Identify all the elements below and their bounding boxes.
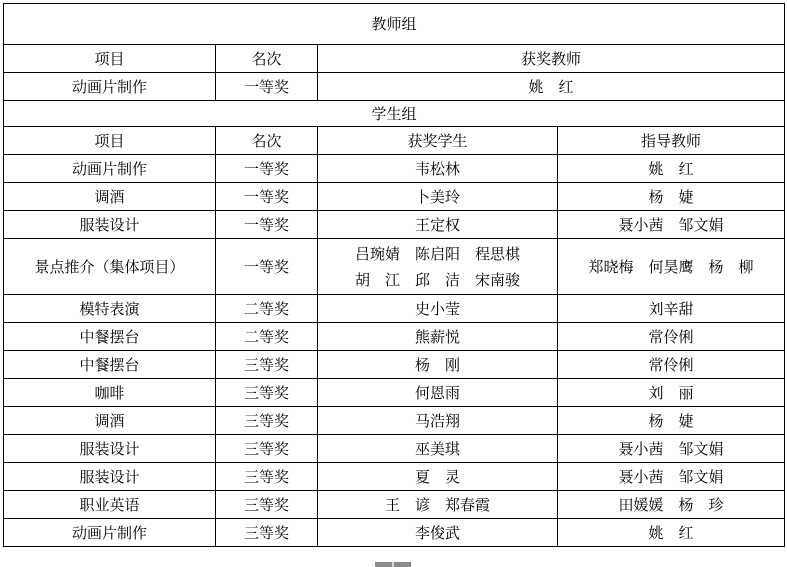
advisor-cell: 姚 红 bbox=[558, 519, 785, 547]
project-cell: 景点推介（集体项目） bbox=[4, 239, 216, 295]
header-rank: 名次 bbox=[216, 45, 318, 73]
rank-cell: 一等奖 bbox=[216, 155, 318, 183]
teacher-group-title: 教师组 bbox=[4, 4, 785, 45]
table-row bbox=[4, 407, 785, 435]
rank-cell: 三等奖 bbox=[216, 351, 318, 379]
students-cell: 何恩雨 bbox=[318, 379, 558, 407]
table-row bbox=[4, 519, 785, 547]
table-row bbox=[4, 323, 785, 351]
students-cell: 王定权 bbox=[318, 211, 558, 239]
project-cell: 动画片制作 bbox=[4, 519, 216, 547]
students-line: 胡 江 邱 洁 宋南骏 bbox=[354, 270, 520, 289]
table-row bbox=[4, 351, 785, 379]
rank-cell: 一等奖 bbox=[216, 73, 318, 101]
project-cell: 咖啡 bbox=[4, 379, 216, 407]
project-cell: 中餐摆台 bbox=[4, 323, 216, 351]
students-cell: 夏 灵 bbox=[318, 463, 558, 491]
rank-cell: 二等奖 bbox=[216, 295, 318, 323]
project-cell: 调酒 bbox=[4, 183, 216, 211]
students-cell bbox=[318, 239, 558, 295]
header-advisor: 指导教师 bbox=[558, 127, 785, 155]
students-cell: 李俊武 bbox=[318, 519, 558, 547]
table-row bbox=[4, 183, 785, 211]
header-award-students: 获奖学生 bbox=[318, 127, 558, 155]
project-cell: 模特表演 bbox=[4, 295, 216, 323]
students-line: 吕琬婧 陈启阳 程思棋 bbox=[354, 244, 520, 263]
advisor-cell: 聂小茜 邹文娟 bbox=[558, 435, 785, 463]
students-cell: 熊薪悦 bbox=[318, 323, 558, 351]
student-header-row bbox=[4, 127, 785, 155]
advisor-cell: 刘 丽 bbox=[558, 379, 785, 407]
advisor-cell: 刘辛甜 bbox=[558, 295, 785, 323]
advisor-cell: 常伶俐 bbox=[558, 323, 785, 351]
header-project: 项目 bbox=[4, 45, 216, 73]
header-project: 项目 bbox=[4, 127, 216, 155]
table-row bbox=[4, 463, 785, 491]
advisor-cell: 郑晓梅 何昊鹰 杨 柳 bbox=[558, 239, 785, 295]
project-cell: 中餐摆台 bbox=[4, 351, 216, 379]
advisor-cell: 杨 婕 bbox=[558, 407, 785, 435]
table-row bbox=[4, 73, 785, 101]
rank-cell: 三等奖 bbox=[216, 379, 318, 407]
rank-cell: 三等奖 bbox=[216, 407, 318, 435]
project-cell: 动画片制作 bbox=[4, 155, 216, 183]
table-row bbox=[4, 155, 785, 183]
teacher-cell: 姚 红 bbox=[318, 73, 785, 101]
advisor-cell: 聂小茜 邹文娟 bbox=[558, 463, 785, 491]
students-cell: 马浩翔 bbox=[318, 407, 558, 435]
rank-cell: 三等奖 bbox=[216, 491, 318, 519]
header-rank: 名次 bbox=[216, 127, 318, 155]
table-row bbox=[4, 379, 785, 407]
advisor-cell: 常伶俐 bbox=[558, 351, 785, 379]
teacher-header-row bbox=[4, 45, 785, 73]
table-row bbox=[4, 435, 785, 463]
rank-cell: 三等奖 bbox=[216, 435, 318, 463]
rank-cell: 一等奖 bbox=[216, 183, 318, 211]
advisor-cell: 姚 红 bbox=[558, 155, 785, 183]
table-row bbox=[4, 239, 785, 295]
project-cell: 服装设计 bbox=[4, 435, 216, 463]
students-cell: 巫美琪 bbox=[318, 435, 558, 463]
students-cell: 杨 刚 bbox=[318, 351, 558, 379]
student-group-title: 学生组 bbox=[4, 101, 785, 127]
students-cell: 韦松林 bbox=[318, 155, 558, 183]
table-row bbox=[4, 295, 785, 323]
project-cell: 职业英语 bbox=[4, 491, 216, 519]
table-row bbox=[4, 211, 785, 239]
rank-cell: 三等奖 bbox=[216, 519, 318, 547]
advisor-cell: 田媛媛 杨 珍 bbox=[558, 491, 785, 519]
rank-cell: 二等奖 bbox=[216, 323, 318, 351]
scroll-handle[interactable] bbox=[375, 562, 411, 567]
advisor-cell: 聂小茜 邹文娟 bbox=[558, 211, 785, 239]
student-group-title-row bbox=[4, 101, 785, 127]
awards-table bbox=[3, 3, 785, 547]
students-cell: 王 谚 郑春霞 bbox=[318, 491, 558, 519]
table-row bbox=[4, 491, 785, 519]
students-cell: 史小莹 bbox=[318, 295, 558, 323]
project-cell: 动画片制作 bbox=[4, 73, 216, 101]
project-cell: 服装设计 bbox=[4, 211, 216, 239]
advisor-cell: 杨 婕 bbox=[558, 183, 785, 211]
rank-cell: 一等奖 bbox=[216, 239, 318, 295]
project-cell: 调酒 bbox=[4, 407, 216, 435]
rank-cell: 一等奖 bbox=[216, 211, 318, 239]
header-award-teacher: 获奖教师 bbox=[318, 45, 785, 73]
rank-cell: 三等奖 bbox=[216, 463, 318, 491]
students-cell: 卜美玲 bbox=[318, 183, 558, 211]
teacher-group-title-row bbox=[4, 4, 785, 45]
project-cell: 服装设计 bbox=[4, 463, 216, 491]
